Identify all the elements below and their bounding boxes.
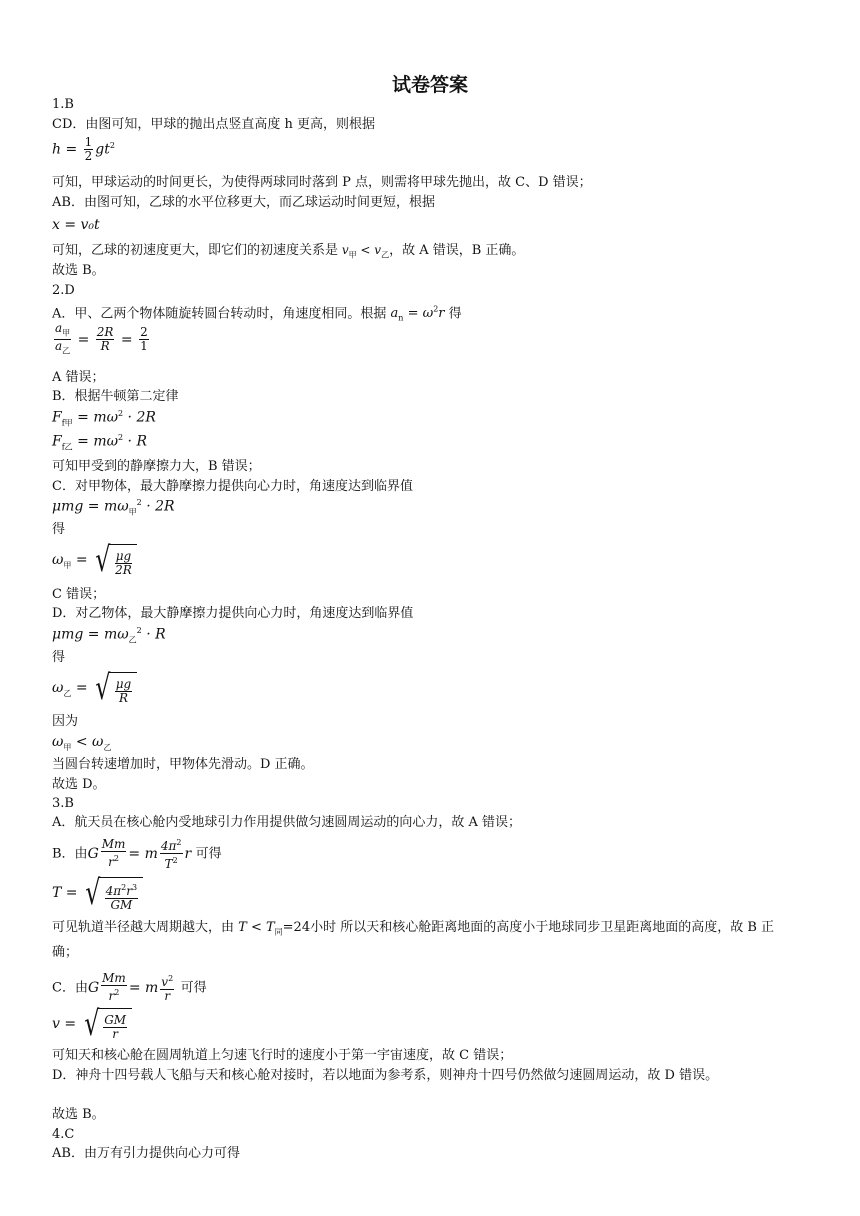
text-seg: 所以天和核心舱距离地面的高度小于地球同步卫星距离地面的高度，故 B 正确；: [52, 920, 775, 960]
q2-line: 因为: [52, 714, 79, 729]
text-seg: 可见轨道半径越大周期越大，由: [52, 920, 235, 935]
q3-line: 可知天和核心舱在圆周轨道上匀速飞行时的速度小于第一宇宙速度，故 C 错误；: [52, 1048, 513, 1063]
q3-line: B．由G $\frac{Mm}{r^2}$ = m $\frac{4\pi^2}{T^2}$ r 可得: [52, 837, 222, 871]
q2-line: A．甲、乙两个物体随旋转圆台转动时，角速度相同。根据 $a_n = \omega^2r$ 得: [52, 305, 462, 323]
q2-line: D．对乙物体，最大静摩擦力提供向心力时，角速度达到临界值: [52, 606, 414, 621]
text-seg: B．由: [52, 846, 88, 862]
q2-formula-f-jia: $F_{f甲} = m\omega^2 \cdot 2R$: [52, 409, 156, 428]
q3-formula-T: T = √ $\frac{4\pi^2r^3}{GM}$: [52, 873, 143, 913]
q2-formula-ratio: $\frac{a_甲}{a_乙}$ = $\frac{2R}{R}$ = $\frac{2}{1}$: [55, 321, 148, 356]
text-seg: A．甲、乙两个物体随旋转圆台转动时，角速度相同。根据: [52, 306, 387, 322]
text-seg: 得: [448, 306, 462, 322]
q2-line: 当圆台转速增加时，甲物体先滑动。D 正确。: [52, 757, 314, 772]
q2-formula-f-yi: $F_{f乙} = m\omega^2 \cdot R$: [52, 433, 148, 452]
q1-formula-x: x = v₀t: [52, 217, 100, 233]
q2-line: 故选 D。: [52, 777, 106, 792]
q2-formula-compare: $\omega_甲 < \omega_乙$: [52, 734, 112, 752]
text-seg: 可得: [180, 980, 207, 996]
q2-formula-omega-yi: $\omega_乙$ = √ $\frac{\mu g}{R}$: [52, 668, 137, 708]
frac-num: 1: [84, 135, 93, 149]
q2-line: A 错误；: [52, 370, 105, 385]
text-seg: C．由: [52, 980, 88, 996]
q1-line: CD．由图可知，甲球的抛出点竖直高度 h 更高，则根据: [52, 117, 376, 132]
frac-den: 2: [84, 149, 93, 163]
q4-answer: 4.C: [52, 1127, 75, 1142]
q3-line: C．由G $\frac{Mm}{r^2}$ = m $\frac{v^2}{r}$ 可得: [52, 971, 207, 1003]
q3-line: 可见轨道半径越大周期越大，由 $T < T_同=24$小时 所以天和核心舱距离地面的高度小于地球同步卫星距离地面的高度，故 B 正确；: [52, 920, 775, 960]
q1-line: 可知，甲球运动的时间更长，为使得两球同时落到 P 点，则需将甲球先抛出，故 C、D 错误；: [52, 175, 592, 190]
q3-formula-v: v = √ $\frac{GM}{r}$: [52, 1004, 132, 1044]
q2-answer: 2.D: [52, 283, 75, 298]
page-title: 试卷答案: [391, 74, 468, 96]
q2-line: 可知甲受到的静摩擦力大，B 错误；: [52, 459, 261, 474]
q2-line: 得: [52, 522, 66, 537]
formula-rhs: gt: [95, 141, 110, 158]
q2-line: C 错误；: [52, 587, 106, 602]
q1-answer: 1.B: [52, 97, 74, 112]
q3-line: 故选 B。: [52, 1107, 105, 1122]
q4-line: AB．由万有引力提供向心力可得: [52, 1146, 240, 1161]
formula-lhs: h =: [52, 141, 82, 158]
q3-line: A．航天员在核心舱内受地球引力作用提供做匀速圆周运动的向心力，故 A 错误；: [52, 815, 522, 830]
text-seg: ，故 A 错误，B 正确。: [389, 243, 525, 258]
q3-answer: 3.B: [52, 796, 74, 811]
q1-line: 故选 B。: [52, 263, 105, 278]
q2-line: 得: [52, 650, 66, 665]
q3-line: D．神舟十四号载人飞船与天和核心舱对接时，若以地面为参考系，则神舟十四号仍然做匀速圆周运动，故 D 错误。: [52, 1068, 719, 1083]
q2-formula-d: $\mu mg = m\omega_乙^2 \cdot R$: [52, 626, 166, 645]
text-seg: 可得: [195, 846, 222, 862]
q2-line: B．根据牛顿第二定律: [52, 389, 179, 404]
q1-formula-h: h = $\frac{1}{2}$ $gt^2$: [52, 135, 115, 163]
q2-line: C．对甲物体，最大静摩擦力提供向心力时，角速度达到临界值: [52, 479, 413, 494]
q1-line: AB．由图可知，乙球的水平位移更大，而乙球运动时间更短，根据: [52, 195, 435, 210]
q2-formula-omega-jia: $\omega_甲$ = √ $\frac{\mu g}{2R}$: [52, 540, 137, 580]
q2-formula-c: $\mu mg = m\omega_甲^2 \cdot 2R$: [52, 498, 175, 517]
text-seg: 可知，乙球的初速度更大，即它们的初速度关系是: [52, 243, 339, 258]
q1-line: 可知，乙球的初速度更大，即它们的初速度关系是 $v_甲 < v_乙$，故 A 错误，B 正确。: [52, 243, 525, 260]
